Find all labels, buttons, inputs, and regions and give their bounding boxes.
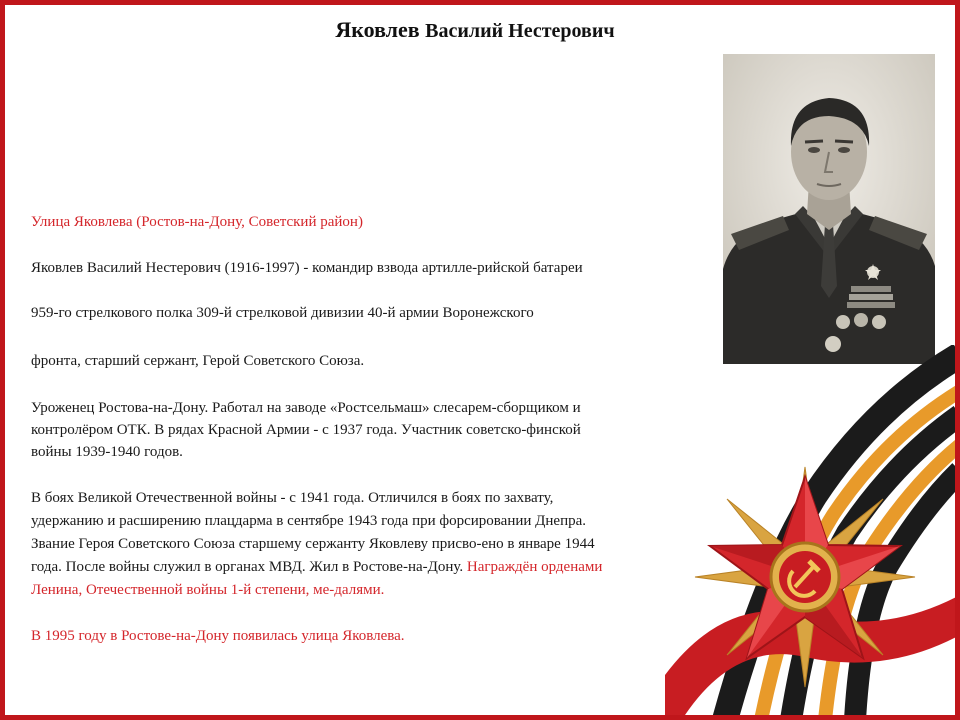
order-of-patriotic-war-decoration xyxy=(665,345,960,720)
street-subtitle: Улица Яковлева (Ростов-на-Дону, Советский район) xyxy=(31,214,363,230)
title-given-names: Василий Нестерович xyxy=(425,20,615,42)
awards-text-start: Награждён орденами xyxy=(466,559,603,575)
paragraph2-line-3: войны 1939-1940 годов. xyxy=(31,444,183,460)
paragraph3-line-2: удержанию и расширению плацдарма в сентябре 1943 года при форсировании Днепра. xyxy=(31,513,586,529)
page-title xyxy=(5,17,945,43)
ribbon-and-star-emblem xyxy=(665,345,960,720)
portrait-photo xyxy=(723,54,935,364)
title-surname: Яковлев xyxy=(335,17,420,42)
awards-text-end: Ленина, Отечественной войны 1-й степени, ме-далями. xyxy=(31,582,385,598)
paragraph3-line-4 xyxy=(31,556,602,578)
bio-line-1: Яковлев Василий Нестерович (1916-1997) - командир взвода артилле-рийской батареи xyxy=(31,260,583,276)
paragraph2-line-1: Уроженец Ростова-на-Дону. Работал на заводе «Ростсельмаш» слесарем-сборщиком и xyxy=(31,400,581,416)
paragraph3-line-4-text: года. После войны служил в органах МВД. Жил в Ростове-на-Дону. xyxy=(31,559,467,575)
portrait-illustration xyxy=(723,54,935,364)
bio-line-2: 959-го стрелкового полка 309-й стрелковой дивизии 40-й армии Воронежского xyxy=(31,305,534,321)
paragraph3-line-3: Звание Героя Советского Союза старшему сержанту Яковлеву присво-ено в январе 1944 xyxy=(31,536,595,552)
paragraph3-line-1: В боях Великой Отечественной войны - с 1941 года. Отличился в боях по захвату, xyxy=(31,490,554,506)
paragraph2-line-2: контролёром ОТК. В рядах Красной Армии - с 1937 года. Участник советско-финской xyxy=(31,422,581,438)
closing-note: В 1995 году в Ростове-на-Дону появилась улица Яковлева. xyxy=(31,628,405,644)
bio-line-3: фронта, старший сержант, Герой Советского Союза. xyxy=(31,353,365,369)
